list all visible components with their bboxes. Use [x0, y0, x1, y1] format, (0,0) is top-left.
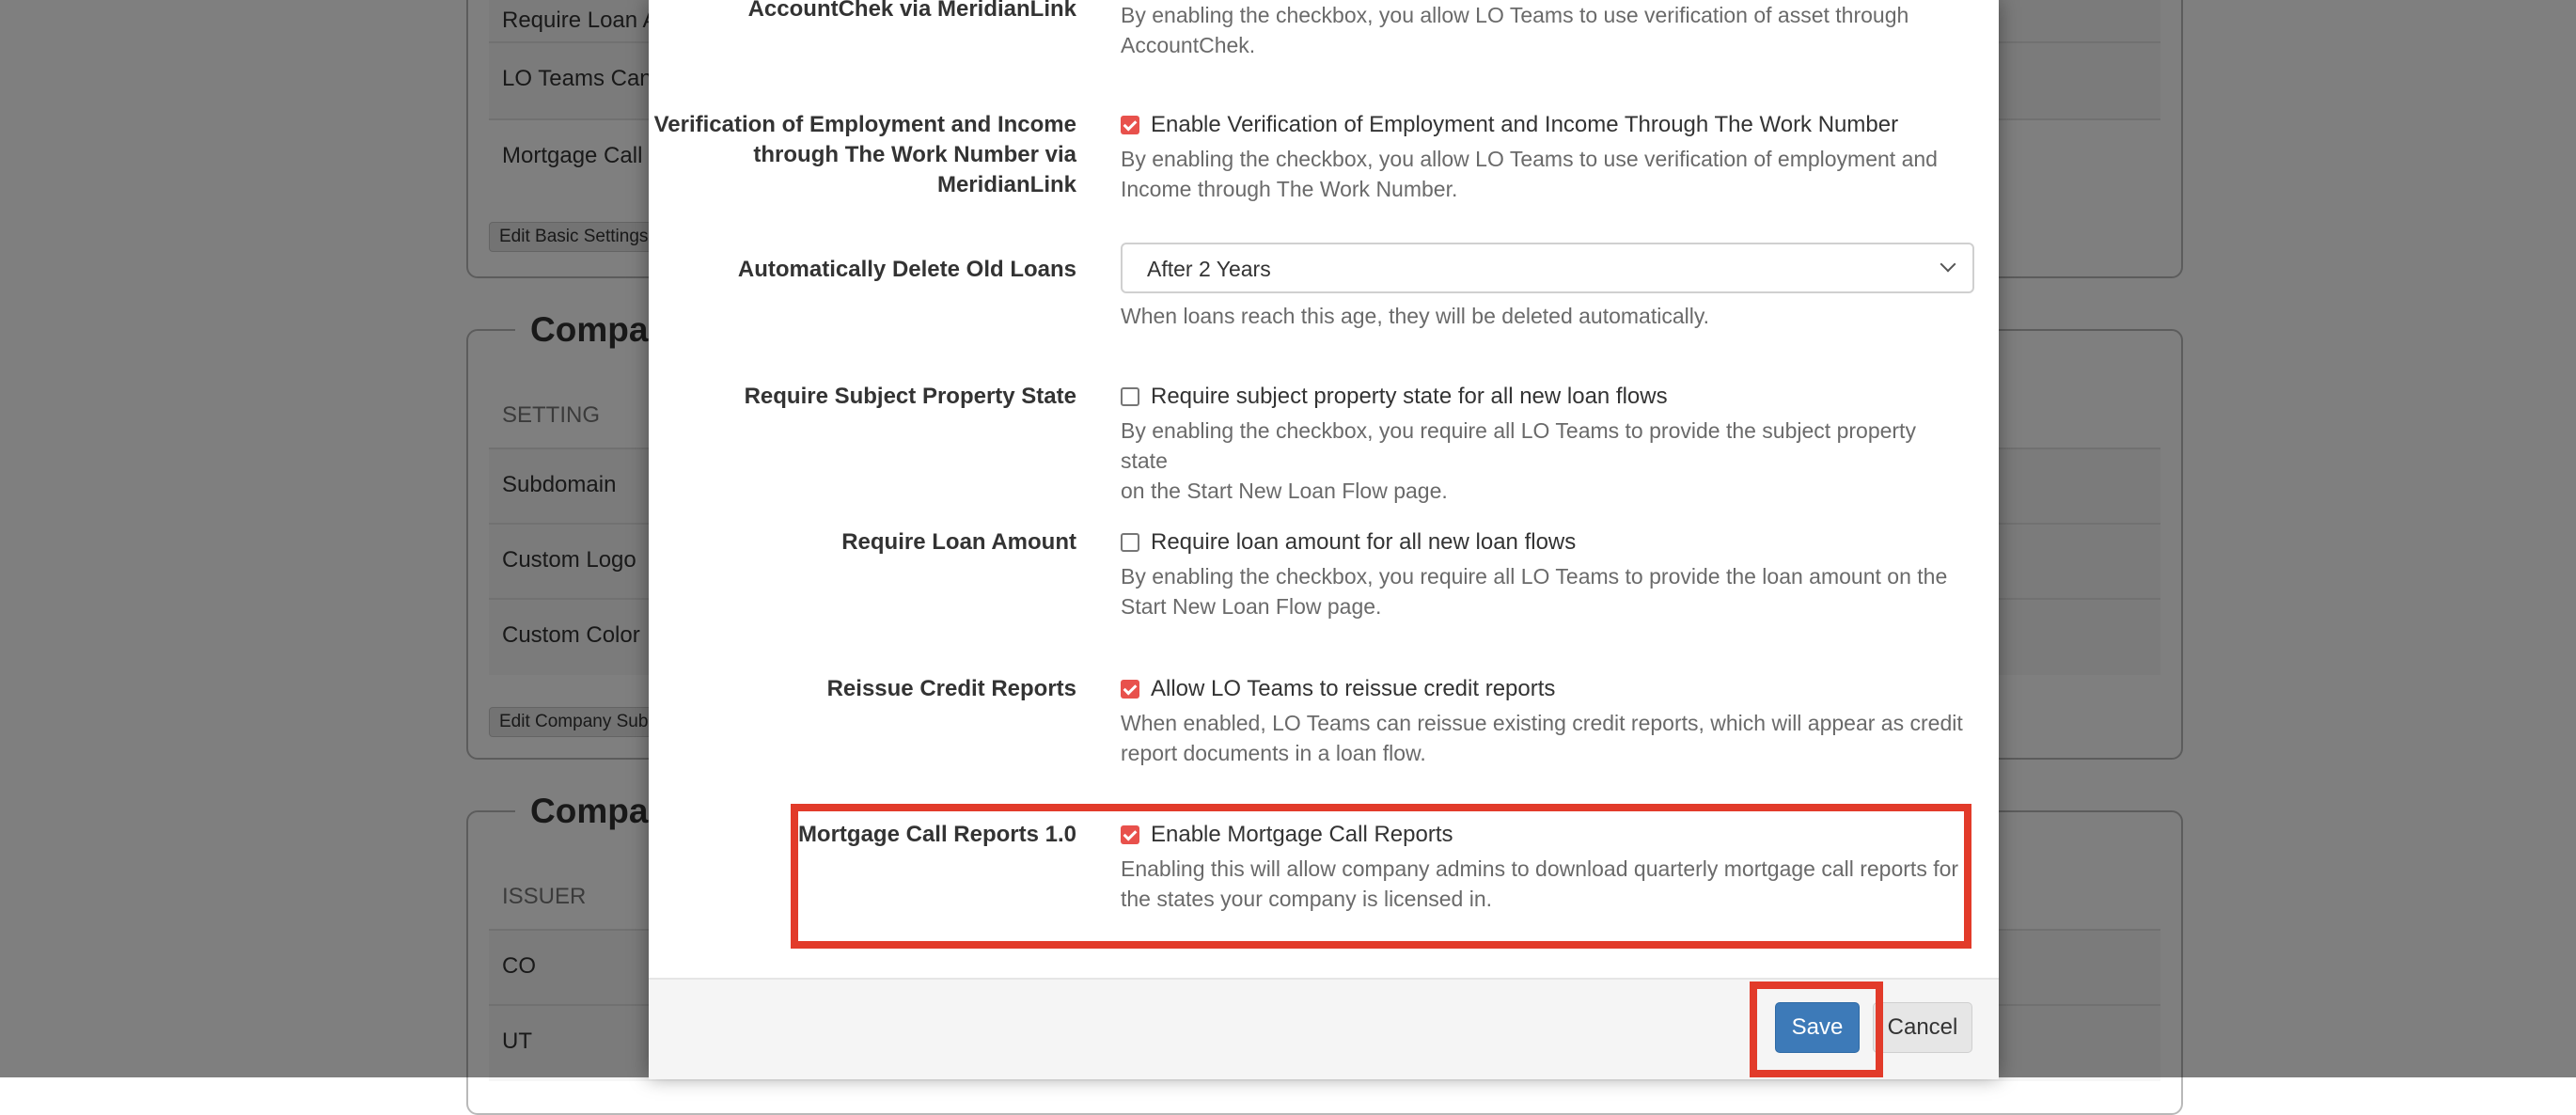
help-text: [1121, 561, 1967, 621]
field-control: [1121, 0, 1967, 60]
checkbox-label[interactable]: Enable Mortgage Call Reports: [1151, 822, 1453, 847]
cancel-button[interactable]: Cancel: [1873, 1002, 1972, 1053]
field-control: [1121, 382, 1967, 506]
help-text: [1121, 854, 1967, 914]
help-text: [1121, 0, 1967, 60]
help-line: AccountChek.: [1121, 33, 1256, 57]
checkbox-unchecked-icon[interactable]: [1121, 387, 1139, 406]
field-label-line: through The Work Number via: [753, 142, 1076, 167]
help-line: Start New Loan Flow page.: [1121, 594, 1382, 619]
checkbox-label[interactable]: Allow LO Teams to reissue credit reports: [1151, 676, 1556, 701]
field-control: [1121, 110, 1967, 204]
modal-footer: [649, 978, 1999, 1079]
field-label: Require Loan Amount: [841, 529, 1076, 555]
select-value: After 2 Years: [1147, 257, 1271, 281]
field-label: Require Subject Property State: [744, 384, 1076, 409]
help-line: By enabling the checkbox, you allow LO Teams to use verification of employment and: [1121, 147, 1938, 171]
field-label: Reissue Credit Reports: [826, 676, 1076, 701]
help-text: [1121, 708, 1967, 768]
field-control: [1121, 243, 1967, 331]
field-control: [1121, 674, 1967, 768]
checkbox-label[interactable]: Require subject property state for all new loan flows: [1151, 384, 1668, 409]
edit-settings-modal: [649, 0, 1999, 1077]
help-line: report documents in a loan flow.: [1121, 741, 1426, 765]
help-line: When enabled, LO Teams can reissue existing credit reports, which will appear as credit: [1121, 711, 1963, 735]
help-line: Enabling this will allow company admins to download quarterly mortgage call reports for: [1121, 856, 1959, 881]
help-line: Income through The Work Number.: [1121, 177, 1458, 201]
checkbox-label[interactable]: Enable Verification of Employment and Income Through The Work Number: [1151, 112, 1899, 137]
field-control: [1121, 820, 1967, 914]
save-button[interactable]: Save: [1775, 1002, 1860, 1053]
field-label: AccountChek via MeridianLink: [747, 0, 1076, 22]
help-line: By enabling the checkbox, you allow LO Teams to use verification of asset through: [1121, 3, 1909, 27]
subject-property-checkbox-row[interactable]: [1121, 382, 1967, 412]
loan-amount-checkbox-row[interactable]: [1121, 527, 1967, 558]
delete-age-select[interactable]: [1121, 243, 1974, 293]
help-line: By enabling the checkbox, you require all LO Teams to provide the loan amount on the: [1121, 564, 1948, 589]
checkbox-checked-icon[interactable]: [1121, 116, 1139, 134]
checkbox-unchecked-icon[interactable]: [1121, 533, 1139, 552]
help-text: [1121, 416, 1967, 506]
reissue-credit-checkbox-row[interactable]: [1121, 674, 1967, 704]
help-text: [1121, 301, 1967, 331]
help-line: on the Start New Loan Flow page.: [1121, 479, 1448, 503]
help-line: When loans reach this age, they will be deleted automatically.: [1121, 304, 1710, 328]
field-label: [649, 110, 1076, 200]
field-control: [1121, 527, 1967, 621]
checkbox-label[interactable]: Require loan amount for all new loan flows: [1151, 529, 1577, 555]
mortgage-call-reports-checkbox-row[interactable]: [1121, 820, 1967, 850]
checkbox-checked-icon[interactable]: [1121, 825, 1139, 844]
field-label-line: MeridianLink: [936, 172, 1076, 197]
help-line: the states your company is licensed in.: [1121, 887, 1493, 911]
field-label: Automatically Delete Old Loans: [737, 257, 1076, 282]
field-label: Mortgage Call Reports 1.0: [797, 822, 1076, 847]
help-text: [1121, 144, 1967, 204]
field-label-line: Verification of Employment and Income: [653, 112, 1076, 137]
checkbox-checked-icon[interactable]: [1121, 680, 1139, 699]
work-number-checkbox-row[interactable]: [1121, 110, 1967, 140]
chevron-down-icon: [1940, 257, 1956, 273]
help-line: By enabling the checkbox, you require all LO Teams to provide the subject property state: [1121, 418, 1916, 473]
